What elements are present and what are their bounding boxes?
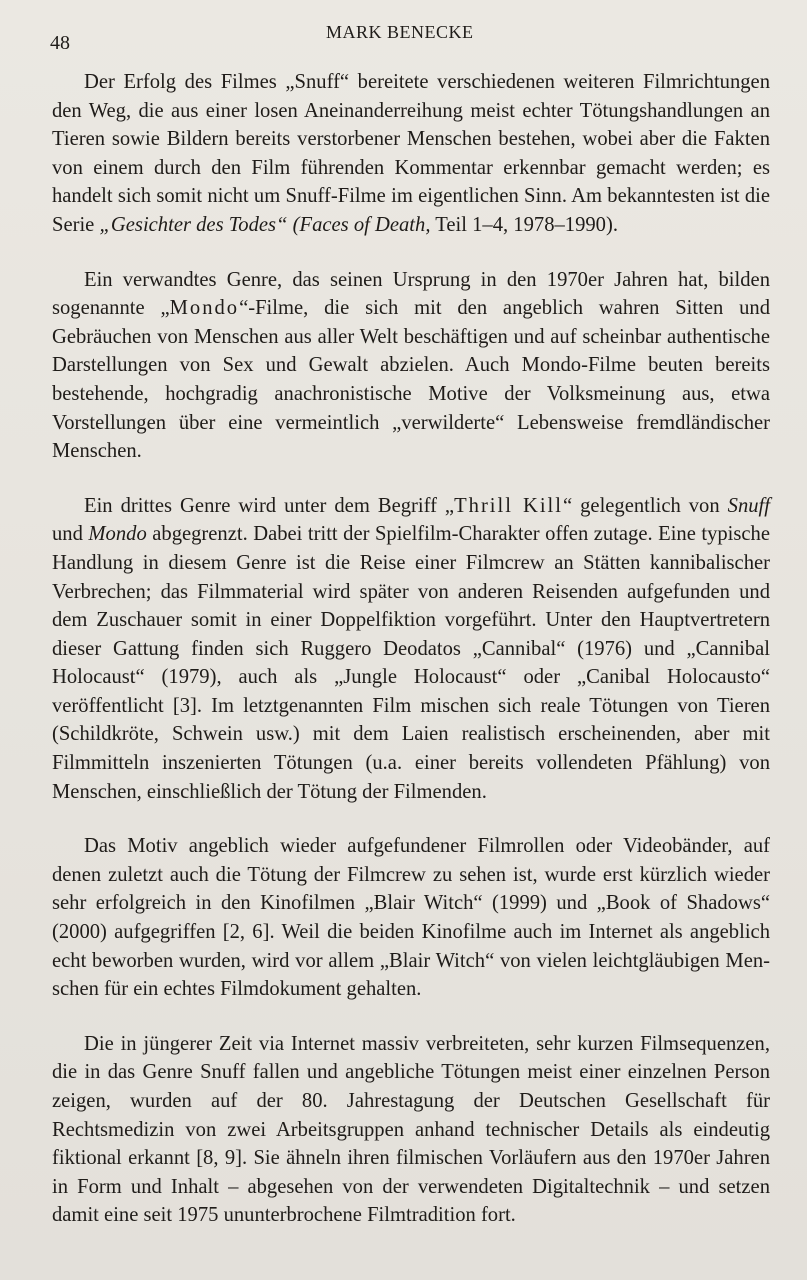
text-segment: “-Filme, die sich mit den angeblich wahren Sitten und Gebräuchen von Menschen aus aller Welt beschäftigen und auf scheinbar authentische Darstellungen von Sex und Gewalt abzielen. Auch Mondo-Filme beuten bereits bestehende, hochgradig anachronistische Motive der Volksmeinung aus, etwa Vorstellungen über eine vermeintlich „verwilderte“ Lebensweise fremdländischer Menschen.: [52, 297, 770, 463]
text-segment: Ein verwandtes Genre, das seinen Ursprung in den 1970er Jahren hat, bilden sogenannte „: [52, 268, 770, 320]
paragraph-blair-witch: [52, 832, 770, 1004]
text-segment-italic: Mondo: [88, 523, 147, 546]
text-segment: und: [52, 523, 89, 546]
body-text: [52, 68, 770, 1230]
text-segment-spaced: Thrill Kill: [454, 494, 563, 517]
paragraph-mondo: [52, 266, 770, 466]
page-number: 48: [50, 32, 70, 54]
text-segment: abgegrenzt. Dabei tritt der Spielfilm-Charakter offen zutage. Eine typische Handlung in diesem Genre ist die Reise einer Filmcrew an Stätten kannibalischer Verbrechen; das Filmmaterial wird später von anderen Reisenden aufgefunden und dem Zuschauer somit in einer Doppelfiktion vorgeführt. Unter den Hauptvertretern dieser Gattung finden sich Ruggero Deodatos „Cannibal“ (1976) und „Cannibal Holocaust“ (1979), auch als „Jungle Holocaust“ oder „Canibal Holocausto“ veröffentlicht [3]. Im letztgenannten Film mischen sich reale Tötungen von Tieren (Schildkröte, Schwein usw.) mit dem Laien realistisch erscheinenden, aber mit Filmmitteln inszenierten Tötungen (u.a. einer bereits vollendeten Pfählung) von Menschen, einschließlich der Tötung der Filmenden.: [52, 523, 770, 803]
text-segment: Die in jüngerer Zeit via Internet massiv verbreiteten, sehr kurzen Filmsequenzen, die in das Genre Snuff fallen und angebliche Tötungen meist einer einzelnen Person zeigen, wurden auf der 80. Jahrestagung der Deutschen Gesellschaft für Rechtsmedizin von zwei Arbeitsgruppen anhand technischer Details als eindeutig fiktional erkannt [8, 9]. Sie ähneln ihren filmischen Vorläufern aus den 1970er Jahren in Form und Inhalt – abgesehen von der verwendeten Digitaltechnik – und setzen damit eine seit 1975 ununterbrochene Filmtradition fort.: [52, 1032, 770, 1227]
text-segment-italic: Snuff: [727, 494, 770, 517]
running-head-author: MARK BENECKE: [326, 22, 474, 42]
paragraph-internet-snuff: [52, 1030, 770, 1230]
text-segment: Ein drittes Genre wird unter dem Begriff „: [84, 494, 455, 517]
paragraph-snuff-followers: [52, 68, 770, 240]
text-segment-spaced: Mondo: [169, 297, 240, 320]
text-segment: Teil 1–4, 1978–1990).: [430, 213, 618, 236]
page-header: [0, 20, 807, 60]
text-segment-italic: „Gesichter des Todes“ (Faces of Death,: [99, 213, 431, 236]
text-segment: Das Motiv angeblich wieder aufgefundener Filmrollen oder Videobänder, auf denen zuletzt auch die Tötung der Filmcrew zu sehen ist, wurde erst kürzlich wieder sehr erfolgreich in den Kinofilmen „Blair Witch“ (1999) und „Book of Shadows“ (2000) aufgegriffen [2, 6]. Weil die beiden Kinofilme auch im Internet als angeblich echt beworben wurden, wird vor allem „Blair Witch“ von vielen leichtgläubigen Menschen für ein echtes Filmdokument gehalten.: [52, 835, 770, 1001]
text-segment: “ gelegentlich von: [563, 494, 728, 517]
paragraph-thrill-kill: [52, 492, 770, 807]
text-segment: Der Erfolg des Filmes „Snuff“ bereitete verschiedenen weiteren Filmrichtungen den Weg, die aus einer losen Aneinanderreihung meist echter Tötungshandlungen an Tieren sowie Bildern bereits verstorbener Menschen bestehen, wobei aber die Fakten von einem durch den Film führenden Kommentar erkennbar gemacht werden; es handelt sich somit nicht um Snuff-Filme im eigentlichen Sinn. Am bekanntesten ist die Serie: [52, 71, 770, 236]
